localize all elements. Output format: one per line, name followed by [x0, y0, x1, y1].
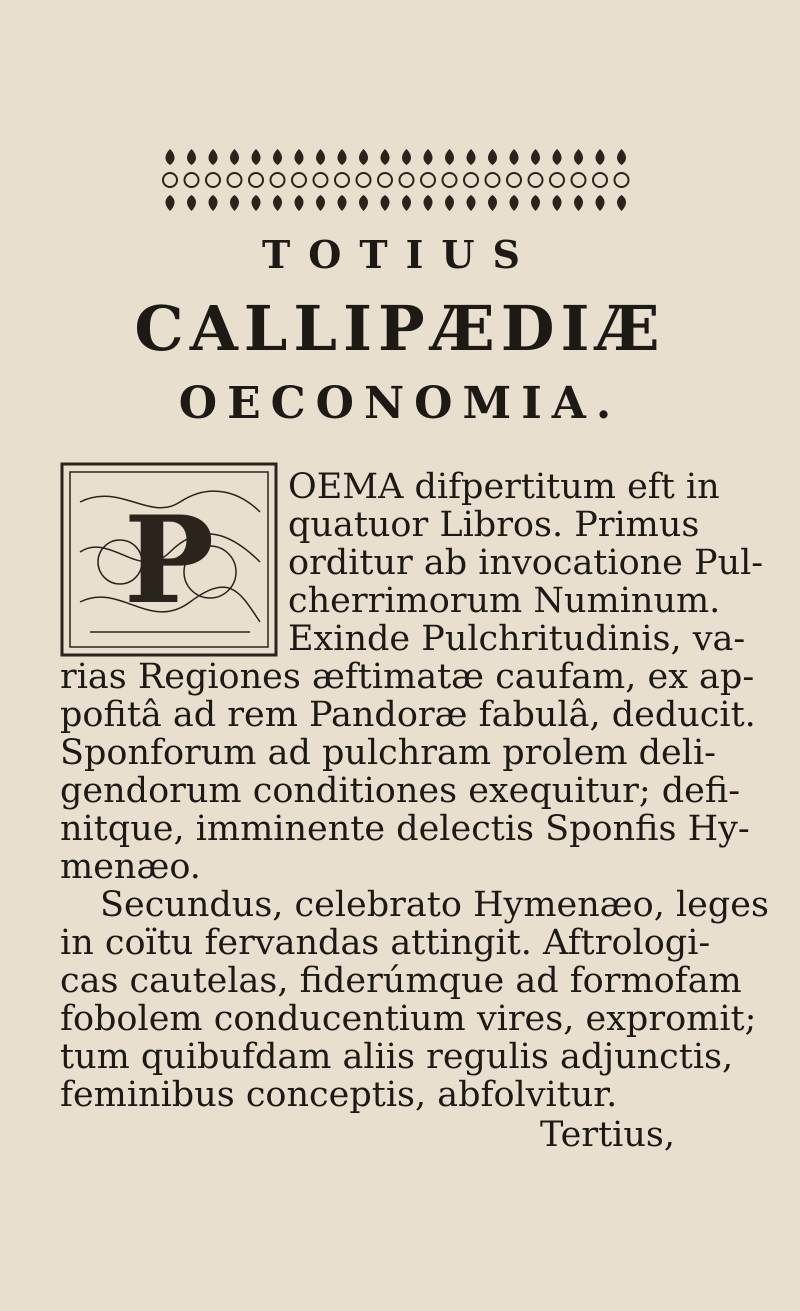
ornament-ring: [593, 173, 607, 187]
ornament-petal: [230, 149, 239, 165]
ornament-petal: [402, 195, 411, 211]
ornament-petal: [316, 195, 325, 211]
ornament-petal: [381, 149, 390, 165]
ornament-petal: [252, 195, 261, 211]
ornament-petal: [338, 149, 347, 165]
body-line: cherrimorum Numinum.: [288, 581, 721, 621]
ornament-petal: [488, 195, 497, 211]
body-line: menæo.: [60, 847, 201, 887]
ornament-petal: [209, 195, 218, 211]
ornament-petal: [445, 195, 454, 211]
ornament-ring: [292, 173, 306, 187]
heading-totius: TOTIUS: [261, 232, 538, 277]
ornament-petal: [574, 149, 583, 165]
body-line: quatuor Libros. Primus: [288, 505, 700, 545]
body-line: Exinde Pulchritudinis, va-: [288, 619, 746, 659]
body-line: fobolem conducentium vires, expromit;: [60, 999, 757, 1039]
ornament-petal: [166, 195, 175, 211]
ornament-ring: [228, 173, 242, 187]
ornament-petal: [553, 195, 562, 211]
ornament-ring: [185, 173, 199, 187]
ornament-petal: [359, 195, 368, 211]
ornament-petal: [316, 149, 325, 165]
ornament-petal: [424, 149, 433, 165]
ornament-petal: [338, 195, 347, 211]
heading-callipaediae: CALLIPÆDIÆ: [134, 292, 666, 365]
ornament-petal: [467, 195, 476, 211]
ornament-petal: [617, 149, 626, 165]
body-line: gendorum conditiones exequitur; defi-: [60, 771, 741, 811]
ornament-ring: [249, 173, 263, 187]
initial-letter: P: [123, 490, 215, 631]
body-line: rias Regiones æftimatæ caufam, ex ap-: [60, 657, 755, 697]
ornament-ring: [486, 173, 500, 187]
ornament-petal: [553, 149, 562, 165]
body-line: pofitâ ad rem Pandoræ fabulâ, deducit.: [60, 695, 756, 735]
body-line: in coïtu fervandas attingit. Aftrologi-: [60, 923, 711, 963]
ornament-petal: [273, 195, 282, 211]
body-line: Secundus, celebrato Hymenæo, leges: [100, 885, 769, 925]
ornament-petal: [381, 195, 390, 211]
ornament-petal: [531, 195, 540, 211]
ornament-ring: [400, 173, 414, 187]
ornament-petal: [209, 149, 218, 165]
body-line: tum quibufdam aliis regulis adjunctis,: [60, 1037, 734, 1077]
ornament-petal: [402, 149, 411, 165]
heading-oeconomia: OECONOMIA.: [178, 378, 622, 429]
body-line: nitque, imminente delectis Sponfis Hy-: [60, 809, 750, 849]
ornament-ring: [464, 173, 478, 187]
ornament-petal: [187, 149, 196, 165]
ornament-ring: [163, 173, 177, 187]
ornament-ring: [572, 173, 586, 187]
ornament-ring: [443, 173, 457, 187]
ornament-petal: [531, 149, 540, 165]
ornament-petal: [510, 149, 519, 165]
body-line: orditur ab invocatione Pul-: [288, 543, 764, 583]
ornament-ring: [529, 173, 543, 187]
floral-band-ornament: [160, 135, 640, 225]
ornament-petal: [166, 149, 175, 165]
ornament-petal: [467, 149, 476, 165]
ornament-ring: [378, 173, 392, 187]
ornament-petal: [424, 195, 433, 211]
body-line: OEMA difpertitum eft in: [288, 467, 720, 507]
ornament-petal: [617, 195, 626, 211]
body-line: Sponforum ad pulchram prolem deli-: [60, 733, 716, 773]
ornament-petal: [445, 149, 454, 165]
ornament-ring: [335, 173, 349, 187]
ornament-petal: [230, 195, 239, 211]
ornament-petal: [596, 195, 605, 211]
ornament-petal: [273, 149, 282, 165]
ornament-petal: [252, 149, 261, 165]
ornament-petal: [574, 195, 583, 211]
body-line: cas cautelas, fiderúmque ad formofam: [60, 961, 742, 1001]
ornament-ring: [615, 173, 629, 187]
ornament-petal: [295, 195, 304, 211]
ornament-petal: [187, 195, 196, 211]
ornament-ring: [507, 173, 521, 187]
ornament-petal: [488, 149, 497, 165]
body-line: feminibus conceptis, abfolvitur.: [60, 1075, 618, 1115]
ornament-petal: [295, 149, 304, 165]
ornament-ring: [357, 173, 371, 187]
ornament-ring: [271, 173, 285, 187]
ornament-petal: [596, 149, 605, 165]
ornament-ring: [314, 173, 328, 187]
ornament-petal: [510, 195, 519, 211]
ornament-ring: [421, 173, 435, 187]
catchword: Tertius,: [540, 1115, 675, 1155]
ornament-petal: [359, 149, 368, 165]
ornament-ring: [206, 173, 220, 187]
decorated-initial-frame: [60, 462, 278, 657]
ornament-ring: [550, 173, 564, 187]
